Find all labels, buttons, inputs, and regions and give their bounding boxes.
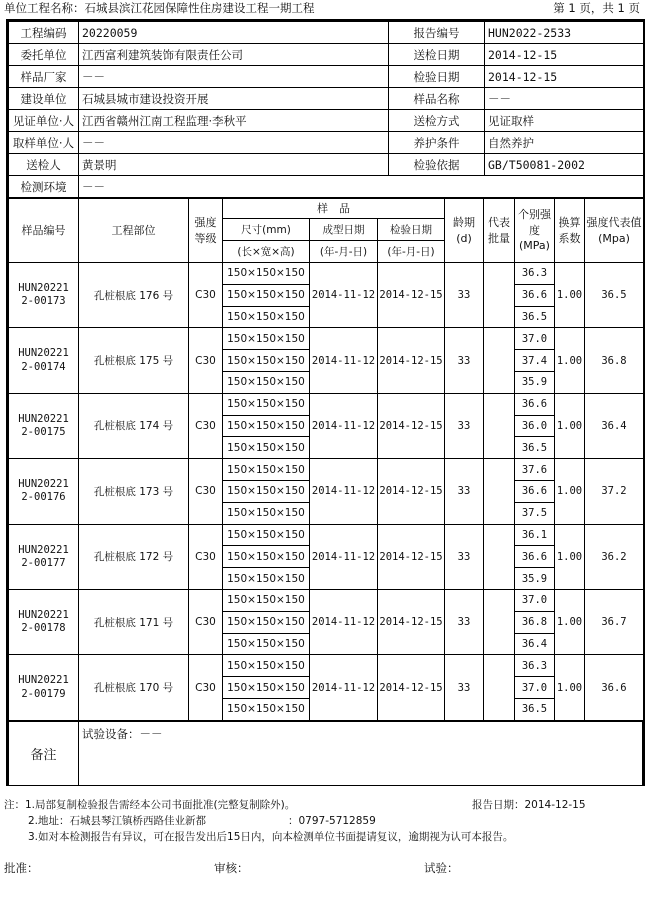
mold-date: 2014-11-12 [310,263,378,328]
specimen-size: 150×150×150 [223,371,310,393]
specimen-size: 150×150×150 [223,611,310,633]
info-table [8,21,644,198]
review-signature: 审核： [214,861,249,875]
project-no: 20220059 [79,22,389,44]
representative-strength: 36.4 [585,393,644,458]
client-label: 委托单位 [9,44,79,66]
representative-strength: 36.2 [585,524,644,589]
mold-date: 2014-11-12 [310,393,378,458]
col-sample-group: 样 品 [223,199,445,219]
sample-no: HUN20221 2-00175 [9,393,79,458]
col-size-sub: (长×宽×高) [223,241,310,263]
individual-strength: 36.3 [515,655,555,677]
batch [484,524,515,589]
individual-strength: 35.9 [515,371,555,393]
sender-label: 送检人 [9,154,79,176]
grade: C30 [189,328,223,393]
col-mold-date-sub: (年-月-日) [310,241,378,263]
conversion-factor: 1.00 [555,459,585,524]
curing: 自然养护 [485,132,644,154]
sampler-label: 取样单位·人 [9,132,79,154]
individual-strength: 36.5 [515,698,555,720]
grade: C30 [189,655,223,720]
individual-strength: 36.6 [515,284,555,306]
individual-strength: 37.6 [515,459,555,481]
col-size: 尺寸(mm) [223,219,310,241]
representative-strength: 36.5 [585,263,644,328]
grade: C30 [189,459,223,524]
location: 孔桩根底 173 号 [79,459,189,524]
specimen-size: 150×150×150 [223,350,310,372]
conversion-factor: 1.00 [555,524,585,589]
col-batch: 代表批量 [484,199,515,263]
col-factor: 换算系数 [555,199,585,263]
approve-signature: 批准： [4,861,39,875]
note-1: 注：1.局部复制检验报告需经本公司书面批准(完整复制除外)。 [4,799,296,811]
report-sheet [6,19,645,786]
individual-strength: 36.8 [515,611,555,633]
send-method: 见证取样 [485,110,644,132]
individual-strength: 37.4 [515,350,555,372]
grade: C30 [189,393,223,458]
specimen-size: 150×150×150 [223,415,310,437]
individual-strength: 36.5 [515,437,555,459]
col-test-date-sub: (年-月-日) [378,241,445,263]
grade: C30 [189,263,223,328]
specimen-size: 150×150×150 [223,589,310,611]
specimen-size: 150×150×150 [223,480,310,502]
sample-no: HUN20221 2-00176 [9,459,79,524]
builder-label: 建设单位 [9,88,79,110]
specimen-size: 150×150×150 [223,698,310,720]
specimen-size: 150×150×150 [223,284,310,306]
remark-label: 备注 [9,721,79,785]
test-date: 2014-12-15 [378,263,445,328]
witness-label: 见证单位·人 [9,110,79,132]
manufacturer: －－ [79,66,389,88]
age: 33 [445,589,484,654]
age: 33 [445,459,484,524]
send-date: 2014-12-15 [485,44,644,66]
specimen-size: 150×150×150 [223,459,310,481]
representative-strength: 36.8 [585,328,644,393]
curing-label: 养护条件 [389,132,485,154]
send-method-label: 送检方式 [389,110,485,132]
specimen-size: 150×150×150 [223,437,310,459]
age: 33 [445,328,484,393]
test-signature: 试验： [424,861,459,875]
specimen-size: 150×150×150 [223,655,310,677]
test-date: 2014-12-15 [378,524,445,589]
individual-strength: 37.0 [515,328,555,350]
col-test-date: 检验日期 [378,219,445,241]
batch [484,655,515,720]
test-date: 2014-12-15 [378,459,445,524]
col-age: 龄期(d) [445,199,484,263]
representative-strength: 37.2 [585,459,644,524]
table-row [9,328,644,350]
col-sample-no: 样品编号 [9,199,79,263]
col-rep: 强度代表值 (Mpa) [585,199,644,263]
mold-date: 2014-11-12 [310,328,378,393]
representative-strength: 36.6 [585,655,644,720]
col-strength: 个别强度 (MPa) [515,199,555,263]
manufacturer-label: 样品厂家 [9,66,79,88]
specimen-size: 150×150×150 [223,546,310,568]
specimen-size: 150×150×150 [223,524,310,546]
location: 孔桩根底 174 号 [79,393,189,458]
specimen-size: 150×150×150 [223,393,310,415]
grade: C30 [189,524,223,589]
age: 33 [445,263,484,328]
col-grade: 强度等级 [189,199,223,263]
project-title: 单位工程名称：石城县滨江花园保障性住房建设工程一期工程 [4,1,315,15]
batch [484,393,515,458]
test-date: 2014-12-15 [378,393,445,458]
specimen-size: 150×150×150 [223,263,310,285]
report-date: 报告日期：2014-12-15 [472,799,586,811]
individual-strength: 36.0 [515,415,555,437]
mold-date: 2014-11-12 [310,459,378,524]
test-date: 2014-12-15 [378,589,445,654]
specimen-size: 150×150×150 [223,633,310,655]
test-date: 2014-12-15 [378,328,445,393]
remark-table [8,721,643,786]
sample-name: －－ [485,88,644,110]
report-header [4,0,646,16]
individual-strength: 36.1 [515,524,555,546]
col-location: 工程部位 [79,199,189,263]
mold-date: 2014-11-12 [310,655,378,720]
project-no-label: 工程编码 [9,22,79,44]
results-body [9,263,644,721]
results-table [8,198,644,721]
sampler: －－ [79,132,389,154]
col-mold-date: 成型日期 [310,219,378,241]
location: 孔桩根底 176 号 [79,263,189,328]
table-row [9,393,644,415]
individual-strength: 36.3 [515,263,555,285]
individual-strength: 37.0 [515,589,555,611]
witness: 江西省赣州江南工程监理·李秋平 [79,110,389,132]
client: 江西富利建筑装饰有限责任公司 [79,44,389,66]
report-no-label: 报告编号 [389,22,485,44]
table-row [9,524,644,546]
conversion-factor: 1.00 [555,393,585,458]
representative-strength: 36.7 [585,589,644,654]
grade: C30 [189,589,223,654]
sample-name-label: 样品名称 [389,88,485,110]
env: －－ [79,176,644,198]
age: 33 [445,393,484,458]
remark-text: 试验设备：－－ [79,721,643,785]
sender: 黄景明 [79,154,389,176]
individual-strength: 37.5 [515,502,555,524]
individual-strength: 36.6 [515,546,555,568]
location: 孔桩根底 171 号 [79,589,189,654]
sample-no: HUN20221 2-00178 [9,589,79,654]
conversion-factor: 1.00 [555,655,585,720]
individual-strength: 36.6 [515,393,555,415]
conversion-factor: 1.00 [555,328,585,393]
batch [484,459,515,524]
mold-date: 2014-11-12 [310,524,378,589]
report-no: HUN2022-2533 [485,22,644,44]
test-date: 2014-12-15 [485,66,644,88]
send-date-label: 送检日期 [389,44,485,66]
specimen-size: 150×150×150 [223,502,310,524]
basis: GB/T50081-2002 [485,154,644,176]
sample-no: HUN20221 2-00179 [9,655,79,720]
location: 孔桩根底 175 号 [79,328,189,393]
age: 33 [445,524,484,589]
sample-no: HUN20221 2-00173 [9,263,79,328]
location: 孔桩根底 172 号 [79,524,189,589]
test-date-label: 检验日期 [389,66,485,88]
page-info: 第 1 页，共 1 页 [553,1,640,15]
conversion-factor: 1.00 [555,263,585,328]
note-3: 3.如对本检测报告有异议，可在报告发出后15日内，向本检测单位书面提请复议，逾期视为认可本报告。 [28,831,514,843]
basis-label: 检验依据 [389,154,485,176]
batch [484,589,515,654]
specimen-size: 150×150×150 [223,568,310,590]
individual-strength: 36.5 [515,306,555,328]
individual-strength: 36.6 [515,480,555,502]
conversion-factor: 1.00 [555,589,585,654]
individual-strength: 37.0 [515,677,555,699]
age: 33 [445,655,484,720]
table-row [9,655,644,677]
sample-no: HUN20221 2-00174 [9,328,79,393]
builder: 石城县城市建设投资开展 [79,88,389,110]
table-row [9,459,644,481]
batch [484,328,515,393]
sample-no: HUN20221 2-00177 [9,524,79,589]
specimen-size: 150×150×150 [223,306,310,328]
table-row [9,589,644,611]
table-row [9,263,644,285]
specimen-size: 150×150×150 [223,677,310,699]
phone: ：0797-5712859 [288,815,376,827]
note-2: 2.地址：石城县琴江镇桥西路佳业新都 [28,815,207,827]
env-label: 检测环境 [9,176,79,198]
mold-date: 2014-11-12 [310,589,378,654]
test-date: 2014-12-15 [378,655,445,720]
individual-strength: 35.9 [515,568,555,590]
individual-strength: 36.4 [515,633,555,655]
batch [484,263,515,328]
specimen-size: 150×150×150 [223,328,310,350]
location: 孔桩根底 170 号 [79,655,189,720]
